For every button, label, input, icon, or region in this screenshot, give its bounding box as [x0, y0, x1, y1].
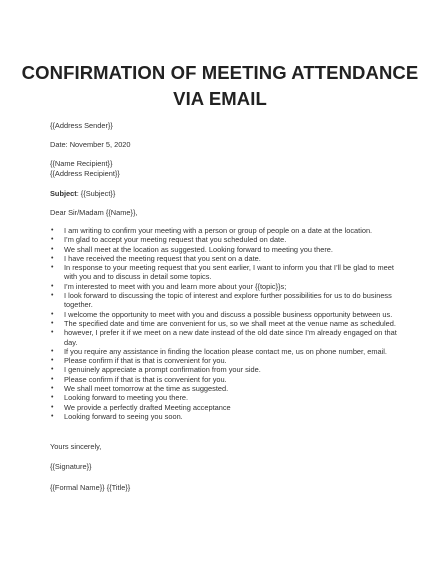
bullet-icon: •	[51, 394, 54, 402]
bullet-icon: •	[51, 245, 54, 253]
subject-line	[50, 189, 115, 199]
bullet-icon: •	[51, 292, 54, 300]
bullet-list	[50, 226, 400, 421]
list-item: • Please confirm if that is that is convenient for you.	[51, 356, 227, 366]
list-item: • We shall meet tomorrow at the time as suggested.	[51, 384, 229, 394]
formal-name: {{Formal Name}} {{Title}}	[50, 483, 131, 492]
list-item: • In response to your meeting request that you sent earlier, I want to inform you that I’ll be glad to meet with you and to discuss in detail some topics.	[51, 263, 394, 282]
bullet-icon: •	[51, 329, 54, 337]
bullet-icon: •	[51, 347, 54, 355]
list-item: • I look forward to discussing the topic of interest and explore further possibilities for us to do business together.	[51, 291, 392, 310]
list-item: • We provide a perfectly drafted Meeting acceptance	[51, 402, 231, 412]
list-item: • however, I prefer it if we meet on a new date instead of the old date since I’m already engaged on that day.	[51, 328, 397, 347]
address-recipient: {{Address Recipient}}	[50, 169, 120, 178]
signature: {{Signature}}	[50, 462, 92, 471]
bullet-icon: •	[51, 236, 54, 244]
list-item: • Looking forward to seeing you soon.	[51, 411, 183, 421]
salutation: Dear Sir/Madam {{Name}},	[50, 208, 138, 217]
bullet-icon: •	[51, 385, 54, 393]
bullet-icon: •	[51, 319, 54, 327]
list-item: • I’m interested to meet with you and learn more about your {{topic}}s;	[51, 281, 287, 291]
name-recipient: {{Name Recipient}}	[50, 159, 113, 168]
bullet-icon: •	[51, 254, 54, 262]
list-item: • If you require any assistance in finding the location please contact me, us on phone number, email.	[51, 346, 387, 356]
bullet-icon: •	[51, 264, 54, 272]
subject-value: : {{Subject}}	[76, 189, 116, 198]
address-sender: {{Address Sender}}	[50, 121, 113, 130]
bullet-icon: •	[51, 357, 54, 365]
list-item: • I genuinely appreciate a prompt confirmation from your side.	[51, 365, 261, 375]
letter-date: Date: November 5, 2020	[50, 140, 131, 149]
document-title: CONFIRMATION OF MEETING ATTENDANCE VIA EMAIL	[21, 62, 419, 109]
list-item: • The specified date and time are convenient for us, so we shall meet at the venue name as scheduled.	[51, 318, 396, 328]
list-item: • I am writing to confirm your meeting with a person or group of people on a date at the location.	[51, 226, 373, 235]
bullet-icon: •	[51, 375, 54, 383]
bullet-icon: •	[51, 366, 54, 374]
list-item: • I have received the meeting request that you sent on a date.	[51, 253, 261, 263]
list-item: • I welcome the opportunity to meet with you and discuss a possible business opportunity between us.	[51, 309, 393, 319]
bullet-icon: •	[51, 227, 54, 234]
closing: Yours sincerely,	[50, 442, 102, 451]
list-item: • Looking forward to meeting you there.	[51, 393, 189, 403]
bullet-icon: •	[51, 403, 54, 411]
list-item: • We shall meet at the location as suggested. Looking forward to meeting you there.	[51, 244, 333, 254]
list-item: • I’m glad to accept your meeting request that you scheduled on date.	[51, 235, 287, 245]
subject-label: Subject	[50, 189, 77, 198]
bullet-icon: •	[51, 412, 54, 420]
bullet-icon: •	[51, 310, 54, 318]
list-item: • Please confirm if that is that is convenient for you.	[51, 374, 227, 384]
bullet-icon: •	[51, 282, 54, 290]
